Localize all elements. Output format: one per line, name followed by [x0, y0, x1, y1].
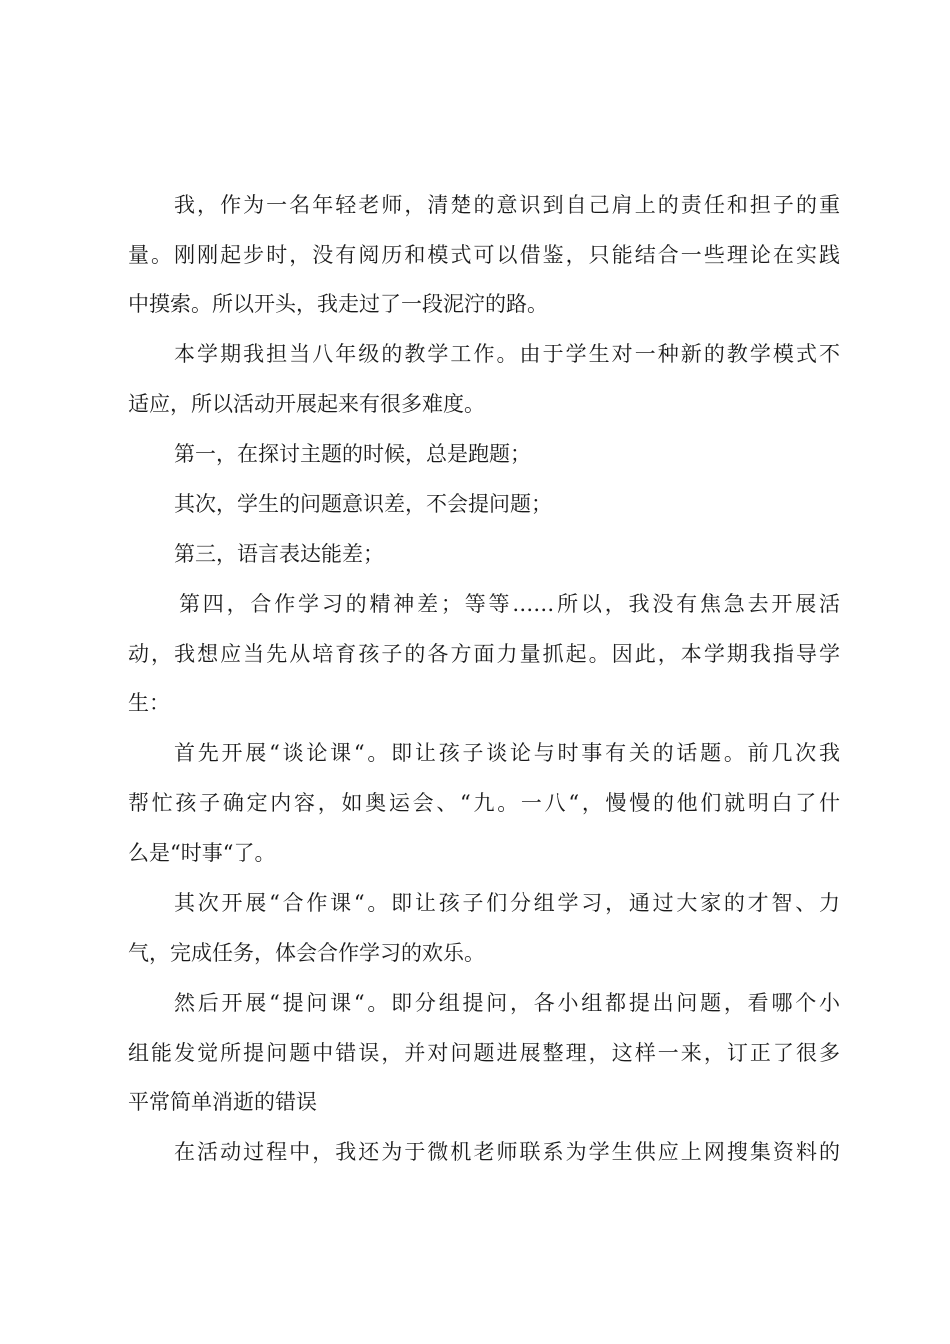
paragraph-4-line-1: 第四，合作学习的精神差；等等……所以，我没有焦急去开展活	[179, 592, 840, 616]
paragraph-5-line-3: 么是“时事“了。	[128, 841, 276, 865]
paragraph-8-line-1: 在活动过程中，我还为于微机老师联系为学生供应上网搜集资料的	[174, 1140, 840, 1164]
paragraph-2-line-1: 本学期我担当八年级的教学工作。由于学生对一种新的教学模式不	[174, 342, 840, 366]
paragraph-2-line-2: 适应，所以活动开展起来有很多难度。	[128, 392, 485, 416]
paragraph-1-line-2: 量。刚刚起步时，没有阅历和模式可以借鉴，只能结合一些理论在实践	[128, 243, 840, 267]
paragraph-7-line-1: 然后开展“提问课“。即分组提问，各小组都提出问题，看哪个小	[174, 991, 840, 1015]
paragraph-5-line-1: 首先开展“谈论课“。即让孩子谈论与时事有关的话题。前几次我	[174, 741, 840, 765]
paragraph-7-line-3: 平常简单消逝的错误	[128, 1090, 317, 1114]
list-item-second: 其次，学生的问题意识差，不会提问题；	[174, 492, 552, 516]
paragraph-4-line-2: 动，我想应当先从培育孩子的各方面力量抓起。因此，本学期我指导学	[128, 642, 840, 666]
paragraph-6-line-1: 其次开展“合作课“。即让孩子们分组学习，通过大家的才智、力	[174, 891, 840, 915]
list-item-third: 第三，语言表达能差；	[174, 542, 384, 566]
paragraph-4-line-3: 生：	[128, 691, 170, 715]
paragraph-1-line-1: 我，作为一名年轻老师，清楚的意识到自己肩上的责任和担子的重	[174, 193, 840, 217]
paragraph-5-line-2: 帮忙孩子确定内容，如奥运会、“九。一八“，慢慢的他们就明白了什	[128, 791, 840, 815]
paragraph-7-line-2: 组能发觉所提问题中错误，并对问题进展整理，这样一来，订正了很多	[128, 1041, 840, 1065]
paragraph-1-line-3: 中摸索。所以开头，我走过了一段泥泞的路。	[128, 292, 548, 316]
list-item-first: 第一，在探讨主题的时候，总是跑题；	[174, 442, 531, 466]
paragraph-6-line-2: 气，完成任务，体会合作学习的欢乐。	[128, 941, 485, 965]
